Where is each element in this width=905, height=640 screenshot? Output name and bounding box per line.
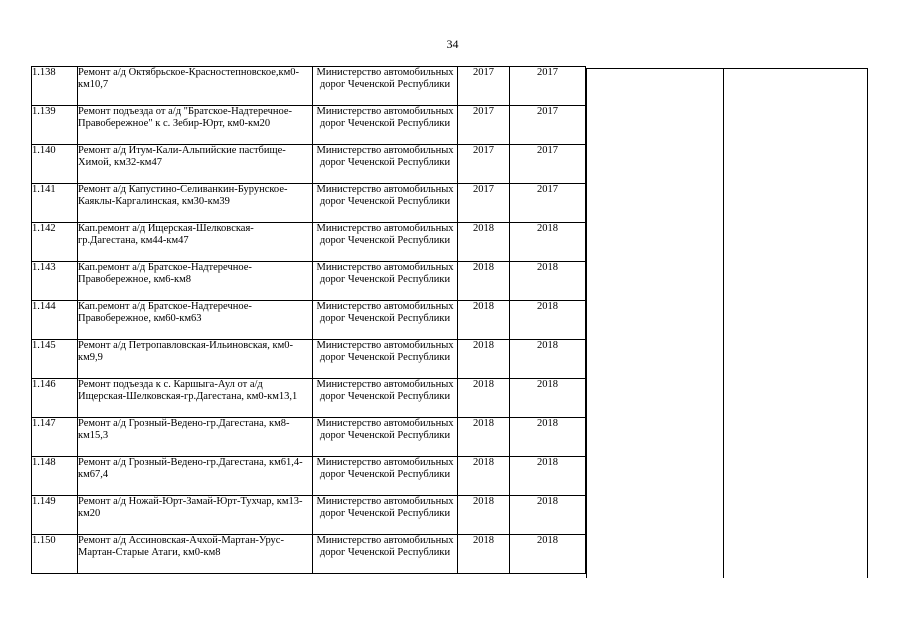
end-year: 2018 (510, 301, 586, 340)
row-number: 1.148 (32, 457, 78, 496)
organization: Министерство автомобильных дорог Чеченской Республики (313, 496, 458, 535)
start-year: 2018 (458, 340, 510, 379)
table-row (32, 457, 586, 496)
organization: Министерство автомобильных дорог Чеченской Республики (313, 262, 458, 301)
roads-table (31, 66, 586, 574)
start-year: 2018 (458, 418, 510, 457)
start-year: 2018 (458, 379, 510, 418)
organization: Министерство автомобильных дорог Чеченской Республики (313, 418, 458, 457)
table-row (32, 67, 586, 106)
row-number: 1.142 (32, 223, 78, 262)
road-name: Кап.ремонт а/д Ищерская-Шелковская-гр.Дагестана, км44-км47 (78, 223, 313, 262)
table-row (32, 184, 586, 223)
end-year: 2017 (510, 106, 586, 145)
row-number: 1.144 (32, 301, 78, 340)
end-year: 2017 (510, 184, 586, 223)
organization: Министерство автомобильных дорог Чеченской Республики (313, 535, 458, 574)
organization: Министерство автомобильных дорог Чеченской Республики (313, 379, 458, 418)
table-row (32, 535, 586, 574)
row-number: 1.146 (32, 379, 78, 418)
table-row (32, 418, 586, 457)
panel-divider (723, 69, 724, 578)
end-year: 2018 (510, 379, 586, 418)
table-row (32, 223, 586, 262)
organization: Министерство автомобильных дорог Чеченской Республики (313, 301, 458, 340)
page-number: 34 (446, 37, 459, 51)
row-number: 1.149 (32, 496, 78, 535)
table-row (32, 340, 586, 379)
table-row (32, 262, 586, 301)
start-year: 2018 (458, 535, 510, 574)
organization: Министерство автомобильных дорог Чеченской Республики (313, 223, 458, 262)
end-year: 2018 (510, 262, 586, 301)
road-name: Ремонт а/д Грозный-Ведено-гр.Дагестана, км61,4-км67,4 (78, 457, 313, 496)
row-number: 1.139 (32, 106, 78, 145)
start-year: 2017 (458, 106, 510, 145)
start-year: 2018 (458, 496, 510, 535)
start-year: 2017 (458, 67, 510, 106)
roads-table-body (32, 67, 586, 574)
start-year: 2017 (458, 145, 510, 184)
start-year: 2017 (458, 184, 510, 223)
right-empty-panel (586, 68, 868, 578)
road-name: Ремонт а/д Ножай-Юрт-Замай-Юрт-Тухчар, км13-км20 (78, 496, 313, 535)
road-name: Ремонт а/д Ассиновская-Ачхой-Мартан-Урус-Мартан-Старые Атаги, км0-км8 (78, 535, 313, 574)
row-number: 1.138 (32, 67, 78, 106)
start-year: 2018 (458, 262, 510, 301)
road-name: Ремонт подъезда к с. Каршыга-Аул от а/д Ищерская-Шелковская-гр.Дагестана, км0-км13,1 (78, 379, 313, 418)
row-number: 1.147 (32, 418, 78, 457)
road-name: Кап.ремонт а/д Братское-Надтеречное-Правобережное, км60-км63 (78, 301, 313, 340)
end-year: 2018 (510, 457, 586, 496)
end-year: 2018 (510, 223, 586, 262)
road-name: Кап.ремонт а/д Братское-Надтеречное-Правобережное, км6-км8 (78, 262, 313, 301)
start-year: 2018 (458, 457, 510, 496)
table-row (32, 301, 586, 340)
table-row (32, 496, 586, 535)
road-name: Ремонт подъезда от а/д "Братское-Надтеречное-Правобережное" к с. Зебир-Юрт, км0-км20 (78, 106, 313, 145)
end-year: 2017 (510, 67, 586, 106)
organization: Министерство автомобильных дорог Чеченской Республики (313, 67, 458, 106)
row-number: 1.143 (32, 262, 78, 301)
road-name: Ремонт а/д Капустино-Селиванкин-Бурунское-Каяклы-Каргалинская, км30-км39 (78, 184, 313, 223)
road-name: Ремонт а/д Грозный-Ведено-гр.Дагестана, км8-км15,3 (78, 418, 313, 457)
road-name: Ремонт а/д Октябрьское-Красностепновское,км0-км10,7 (78, 67, 313, 106)
road-name: Ремонт а/д Петропавловская-Ильиновская, км0-км9,9 (78, 340, 313, 379)
end-year: 2017 (510, 145, 586, 184)
organization: Министерство автомобильных дорог Чеченской Республики (313, 340, 458, 379)
organization: Министерство автомобильных дорог Чеченской Республики (313, 184, 458, 223)
row-number: 1.150 (32, 535, 78, 574)
end-year: 2018 (510, 340, 586, 379)
start-year: 2018 (458, 223, 510, 262)
row-number: 1.141 (32, 184, 78, 223)
organization: Министерство автомобильных дорог Чеченской Республики (313, 106, 458, 145)
organization: Министерство автомобильных дорог Чеченской Республики (313, 145, 458, 184)
end-year: 2018 (510, 418, 586, 457)
row-number: 1.145 (32, 340, 78, 379)
table-row (32, 106, 586, 145)
organization: Министерство автомобильных дорог Чеченской Республики (313, 457, 458, 496)
road-name: Ремонт а/д Итум-Кали-Альпийские пастбище-Химой, км32-км47 (78, 145, 313, 184)
start-year: 2018 (458, 301, 510, 340)
end-year: 2018 (510, 496, 586, 535)
table-row (32, 379, 586, 418)
table-row (32, 145, 586, 184)
row-number: 1.140 (32, 145, 78, 184)
end-year: 2018 (510, 535, 586, 574)
